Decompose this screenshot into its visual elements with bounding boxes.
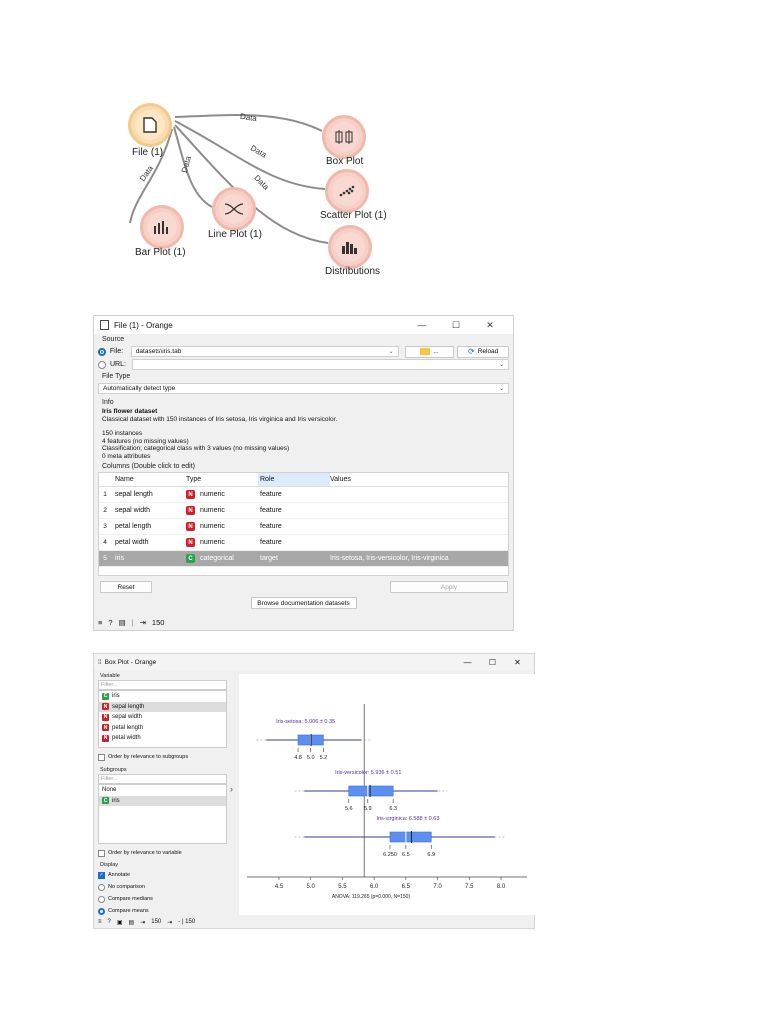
stat-label: 5.2 [319, 755, 328, 761]
file-type-section-label: File Type [102, 373, 131, 380]
folder-icon [420, 348, 430, 355]
url-radio[interactable] [98, 361, 106, 369]
list-item-label: petal width [112, 735, 141, 742]
menu-icon[interactable]: ≡ [98, 919, 102, 925]
variable-list[interactable] [98, 690, 227, 748]
box-plot-titlebar[interactable] [94, 654, 534, 670]
distributions-node-label: Distributions [325, 266, 381, 277]
header-type[interactable]: Type [186, 476, 202, 483]
window-file-icon [100, 320, 109, 330]
row-role: feature [260, 507, 282, 514]
bar-plot-icon [153, 220, 171, 234]
file-radio[interactable] [98, 348, 106, 356]
scatter-plot-node-label: Scatter Plot (1) [320, 210, 387, 221]
table-row-selected[interactable] [99, 551, 508, 567]
box-plot-node[interactable] [322, 115, 366, 159]
source-section-label: Source [102, 336, 125, 343]
list-item-label: None [102, 787, 117, 794]
input-icon: ⇥ [140, 919, 146, 926]
variable-filter-input[interactable]: Filter... [98, 680, 227, 690]
list-item[interactable] [99, 723, 226, 734]
link-label-data-1: Data [239, 111, 258, 124]
minimize-button[interactable]: — [417, 320, 427, 330]
list-item[interactable] [99, 785, 226, 796]
box-plot-node-label: Box Plot [326, 156, 364, 167]
close-button[interactable]: ✕ [486, 319, 494, 330]
info-line: 0 meta attributes [102, 452, 151, 460]
row-index: 3 [103, 523, 107, 530]
row-type: numeric [200, 507, 225, 514]
radio-icon [98, 884, 105, 891]
checkbox-label: Order by relevance to subgroups [108, 754, 189, 760]
row-name: petal length [115, 523, 152, 530]
numeric-type-icon: N [103, 735, 108, 742]
box [390, 832, 431, 842]
apply-button[interactable]: Apply [390, 581, 508, 593]
box-plot-window [93, 653, 535, 929]
file-status-bar: ≡ ? ▤ | ⇥ 150 [98, 617, 165, 627]
table-row[interactable] [99, 487, 508, 503]
columns-section-label: Columns (Double click to edit) [102, 463, 195, 470]
file-node-label: File (1) [132, 147, 164, 158]
categorical-type-icon: C [103, 797, 108, 804]
checkbox-label: Order by relevance to variable [108, 850, 182, 856]
line-plot-icon [224, 202, 244, 216]
info-section-label: Info [102, 399, 114, 406]
help-icon[interactable]: ? [108, 617, 113, 627]
list-item-label: petal length [112, 724, 144, 731]
stat-label: 5.9 [363, 806, 372, 812]
subgroups-label: Subgroups [100, 767, 127, 773]
no-comparison-radio[interactable] [98, 881, 227, 893]
info-line: Classification; categorical class with 3 values (no missing values) [102, 445, 290, 452]
header-name[interactable]: Name [115, 476, 134, 483]
row-values: Iris-setosa, Iris-versicolor, Iris-virginica [330, 555, 449, 562]
maximize-button[interactable]: ☐ [451, 319, 461, 330]
stat-label: 6.250 [383, 852, 397, 858]
output-icon: ⇥ [167, 919, 173, 926]
row-index: 4 [103, 539, 107, 546]
line-plot-node[interactable] [212, 187, 256, 231]
row-type: numeric [200, 491, 225, 498]
row-role: target [260, 555, 278, 562]
file-path-combo[interactable] [131, 346, 399, 357]
order-subgroups-checkbox[interactable] [98, 751, 227, 763]
numeric-type-icon: N [103, 724, 108, 731]
variable-label: Variable [100, 673, 120, 679]
table-row[interactable] [99, 535, 508, 551]
file-window-title: File (1) - Orange [114, 320, 173, 330]
list-item[interactable] [99, 733, 226, 744]
radio-label: Compare means [108, 908, 149, 914]
x-tick-label: 6.0 [369, 884, 379, 890]
list-item-selected[interactable] [99, 702, 226, 713]
close-button[interactable]: ✕ [514, 657, 521, 667]
numeric-type-icon: N [103, 703, 108, 710]
info-line: 150 instances [102, 430, 143, 437]
stat-label: 6.9 [427, 852, 436, 858]
row-index: 5 [103, 555, 107, 562]
collapse-panel-chevron-icon[interactable]: › [230, 784, 233, 794]
radio-label: No comparison [108, 884, 145, 890]
checkbox-icon [98, 754, 105, 761]
row-name: sepal length [115, 491, 153, 498]
output-count: - | 150 [178, 919, 196, 925]
row-name: iris [115, 555, 124, 562]
link-label-data-2: Data [248, 143, 269, 160]
chevron-down-icon: ⌄ [388, 349, 394, 355]
checkbox-icon [98, 850, 105, 857]
stat-label: 4.8 [294, 755, 302, 761]
save-image-icon[interactable]: ▣ [116, 919, 123, 926]
list-item-label: sepal length [112, 703, 145, 710]
row-role: feature [260, 491, 282, 498]
row-type: numeric [200, 523, 225, 530]
list-item[interactable] [99, 712, 226, 723]
order-variable-checkbox[interactable] [98, 847, 227, 859]
group-label: Iris-versicolor: 5.936 ± 0.51 [335, 770, 402, 776]
report-icon[interactable]: ▤ [118, 617, 126, 627]
row-type: numeric [200, 539, 225, 546]
numeric-type-icon: N [186, 506, 195, 515]
subgroups-list[interactable] [98, 784, 227, 844]
numeric-type-icon: N [186, 538, 195, 547]
stat-label: 6.3 [389, 806, 397, 812]
bar-plot-node[interactable] [140, 205, 184, 249]
row-role: feature [260, 523, 282, 530]
subgroups-filter-input[interactable]: Filter... [98, 774, 227, 784]
distributions-icon [341, 240, 359, 254]
maximize-button[interactable]: ☐ [488, 657, 497, 667]
categorical-type-icon: C [186, 554, 195, 563]
header-role[interactable]: Role [258, 473, 330, 486]
workflow-canvas[interactable] [100, 95, 430, 285]
box-plot-canvas[interactable] [239, 674, 535, 915]
chevron-down-icon: ⌄ [498, 386, 504, 392]
row-name: petal width [115, 539, 149, 546]
output-count: 150 [151, 617, 165, 627]
url-combo[interactable] [132, 359, 509, 370]
radio-label: Compare medians [108, 896, 153, 902]
browse-docs-button[interactable]: Browse documentation datasets [251, 597, 357, 609]
info-line: 4 features (no missing values) [102, 437, 189, 445]
bar-plot-node-label: Bar Plot (1) [135, 247, 186, 258]
report-icon[interactable]: ▤ [128, 919, 135, 926]
file-type-combo[interactable] [98, 383, 509, 394]
x-tick-label: 7.5 [465, 884, 474, 890]
file-path-value: datasets\iris.tab [135, 348, 182, 355]
columns-table[interactable] [98, 472, 509, 576]
reload-button[interactable] [457, 346, 509, 358]
radio-icon [98, 896, 105, 903]
checkbox-label: Annotate [108, 872, 131, 878]
minimize-button[interactable]: — [463, 657, 472, 667]
x-tick-label: 6.5 [401, 884, 411, 890]
variable-panel [98, 672, 227, 917]
file-radio-label: File: [109, 348, 124, 355]
input-count: 150 [151, 919, 162, 925]
scatter-plot-node[interactable] [325, 169, 369, 213]
x-tick-label: 5.0 [306, 884, 315, 890]
box-plot-chart [239, 674, 535, 915]
x-tick-label: 8.0 [496, 884, 506, 890]
radio-icon [98, 908, 105, 915]
compare-medians-radio[interactable] [98, 893, 227, 905]
table-row[interactable] [99, 519, 508, 535]
scatter-plot-icon [338, 184, 356, 198]
list-item[interactable] [99, 691, 226, 702]
anova-footer: ANOVA: 119.265 (p=0.000, N=150) [331, 894, 411, 900]
numeric-type-icon: N [186, 522, 195, 531]
link-file-scatter [175, 121, 325, 192]
file-node[interactable] [128, 103, 172, 147]
browse-button-label: ... [433, 348, 439, 355]
group-label: Iris-setosa: 5.006 ± 0.35 [276, 719, 336, 725]
link-label-data-4: Data [179, 155, 193, 174]
row-index: 1 [103, 491, 107, 498]
box [349, 786, 393, 796]
info-title: Iris flower dataset [102, 408, 158, 415]
reload-button-label: Reload [477, 348, 499, 355]
group-label: Iris-virginica: 6.588 ± 0.63 [376, 816, 440, 822]
link-label-data-3: Data [252, 173, 271, 192]
file-type-value: Automatically detect type [103, 385, 176, 392]
numeric-type-icon: N [103, 714, 108, 721]
row-index: 2 [103, 507, 107, 514]
url-radio-label: URL: [109, 361, 126, 368]
list-item-selected[interactable] [99, 796, 226, 807]
annotate-checkbox[interactable] [98, 869, 227, 881]
stat-label: 5.6 [344, 806, 353, 812]
window-box-plot-icon: ⁞⁞ [98, 658, 102, 666]
x-tick-label: 7.0 [433, 884, 442, 890]
x-tick-label: 5.5 [338, 884, 347, 890]
list-item-label: sepal width [112, 714, 143, 721]
file-window [93, 315, 514, 631]
box-plot-window-title: Box Plot - Orange [104, 658, 157, 666]
help-icon[interactable]: ? [107, 919, 111, 925]
link-label-data-5: Data [137, 163, 155, 184]
row-type: categorical [200, 555, 234, 562]
file-icon [143, 117, 157, 133]
table-row[interactable] [99, 503, 508, 519]
list-item-label: iris [112, 797, 120, 804]
stat-label: 5.0 [306, 755, 315, 761]
distributions-node[interactable] [328, 225, 372, 269]
line-plot-node-label: Line Plot (1) [208, 229, 262, 240]
stat-label: 6.5 [402, 852, 410, 858]
chevron-down-icon: ⌄ [498, 362, 504, 368]
columns-table-header [99, 473, 508, 487]
categorical-type-icon: C [103, 693, 108, 700]
list-item-label: iris [112, 693, 120, 700]
info-description: Classical dataset with 150 instances of Iris setosa, Iris virginica and Iris versicolor. [102, 415, 338, 423]
browse-button[interactable] [405, 346, 455, 358]
row-role: feature [260, 539, 282, 546]
display-label: Display [100, 862, 119, 868]
menu-icon[interactable]: ≡ [98, 617, 103, 627]
header-values[interactable]: Values [330, 476, 351, 483]
box-plot-status-bar [94, 916, 534, 928]
checkmark-icon: ✓ [99, 872, 104, 878]
reload-icon: ⟳ [467, 347, 475, 356]
file-window-titlebar[interactable] [94, 316, 513, 334]
numeric-type-icon: N [186, 490, 195, 499]
output-icon: ⇥ [139, 617, 146, 627]
row-name: sepal width [115, 507, 151, 514]
x-tick-label: 4.5 [274, 884, 284, 890]
box-plot-icon [334, 130, 354, 144]
reset-button[interactable]: Reset [100, 581, 152, 593]
